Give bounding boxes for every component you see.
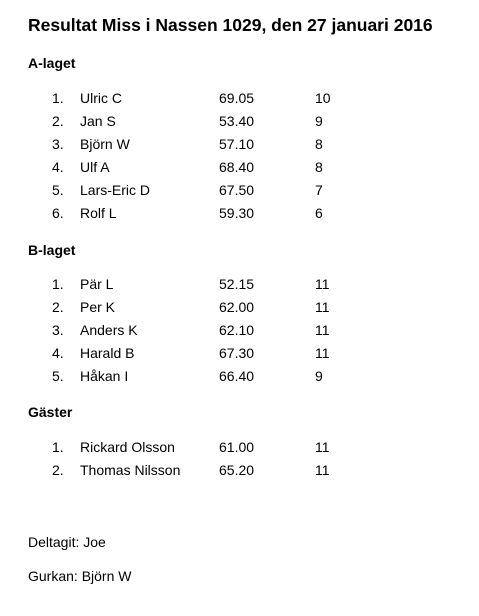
player-score: 53.40: [219, 113, 255, 129]
player-points: 9: [315, 113, 323, 129]
rank-number: 4.: [52, 345, 64, 361]
player-name: Ulric C: [80, 90, 122, 106]
player-score: 68.40: [219, 159, 255, 175]
document-title: Resultat Miss i Nassen 1029, den 27 januari 2016: [28, 15, 433, 35]
result-row: [0, 322, 479, 345]
player-points: 9: [315, 368, 323, 384]
rank-number: 1.: [52, 90, 64, 106]
player-score: 52.15: [219, 276, 255, 292]
player-score: 61.00: [219, 439, 255, 455]
player-score: 62.00: [219, 299, 255, 315]
player-score: 59.30: [219, 205, 255, 221]
rank-number: 4.: [52, 159, 64, 175]
rank-number: 2.: [52, 462, 64, 478]
rank-number: 5.: [52, 368, 64, 384]
player-score: 62.10: [219, 322, 255, 338]
player-name: Jan S: [80, 113, 116, 129]
results-list-b-laget: [0, 276, 479, 391]
rank-number: 3.: [52, 322, 64, 338]
player-points: 8: [315, 159, 323, 175]
result-row: [0, 90, 479, 113]
player-name: Anders K: [80, 322, 138, 338]
rank-number: 6.: [52, 205, 64, 221]
participants-note: Deltagit: Joe: [28, 534, 106, 550]
result-row: [0, 136, 479, 159]
player-points: 11: [315, 276, 330, 292]
player-name: Rickard Olsson: [80, 439, 175, 455]
player-score: 57.10: [219, 136, 255, 152]
player-name: Harald B: [80, 345, 135, 361]
section-heading-a-laget: A-laget: [28, 55, 76, 71]
result-row: [0, 368, 479, 391]
player-points: 8: [315, 136, 323, 152]
player-points: 11: [315, 322, 330, 338]
result-row: [0, 345, 479, 368]
player-name: Lars-Eric D: [80, 182, 151, 198]
section-heading-b-laget: B-laget: [28, 242, 76, 258]
player-score: 67.50: [219, 182, 255, 198]
player-name: Pär L: [80, 276, 114, 292]
result-row: [0, 276, 479, 299]
player-points: 7: [315, 182, 323, 198]
result-row: [0, 439, 479, 462]
player-name: Rolf L: [80, 205, 117, 221]
results-list-gaster: [0, 439, 479, 485]
player-score: 66.40: [219, 368, 255, 384]
result-row: [0, 462, 479, 485]
player-name: Ulf A: [80, 159, 110, 175]
rank-number: 1.: [52, 276, 64, 292]
player-name: Thomas Nilsson: [80, 462, 181, 478]
player-points: 11: [315, 345, 330, 361]
player-points: 11: [315, 439, 330, 455]
player-score: 69.05: [219, 90, 255, 106]
results-list-a-laget: [0, 90, 479, 228]
result-row: [0, 182, 479, 205]
rank-number: 1.: [52, 439, 64, 455]
player-score: 67.30: [219, 345, 255, 361]
player-score: 65.20: [219, 462, 255, 478]
section-heading-gaster: Gäster: [28, 404, 73, 420]
player-name: Per K: [80, 299, 116, 315]
rank-number: 3.: [52, 136, 64, 152]
player-points: 11: [315, 299, 330, 315]
rank-number: 2.: [52, 113, 64, 129]
rank-number: 5.: [52, 182, 64, 198]
result-row: [0, 159, 479, 182]
rank-number: 2.: [52, 299, 64, 315]
gurkan-note: Gurkan: Björn W: [28, 568, 132, 584]
player-points: 6: [315, 205, 323, 221]
player-name: Björn W: [80, 136, 130, 152]
result-row: [0, 299, 479, 322]
result-row: [0, 205, 479, 228]
result-row: [0, 113, 479, 136]
player-points: 10: [315, 90, 331, 106]
player-points: 11: [315, 462, 330, 478]
player-name: Håkan I: [80, 368, 129, 384]
